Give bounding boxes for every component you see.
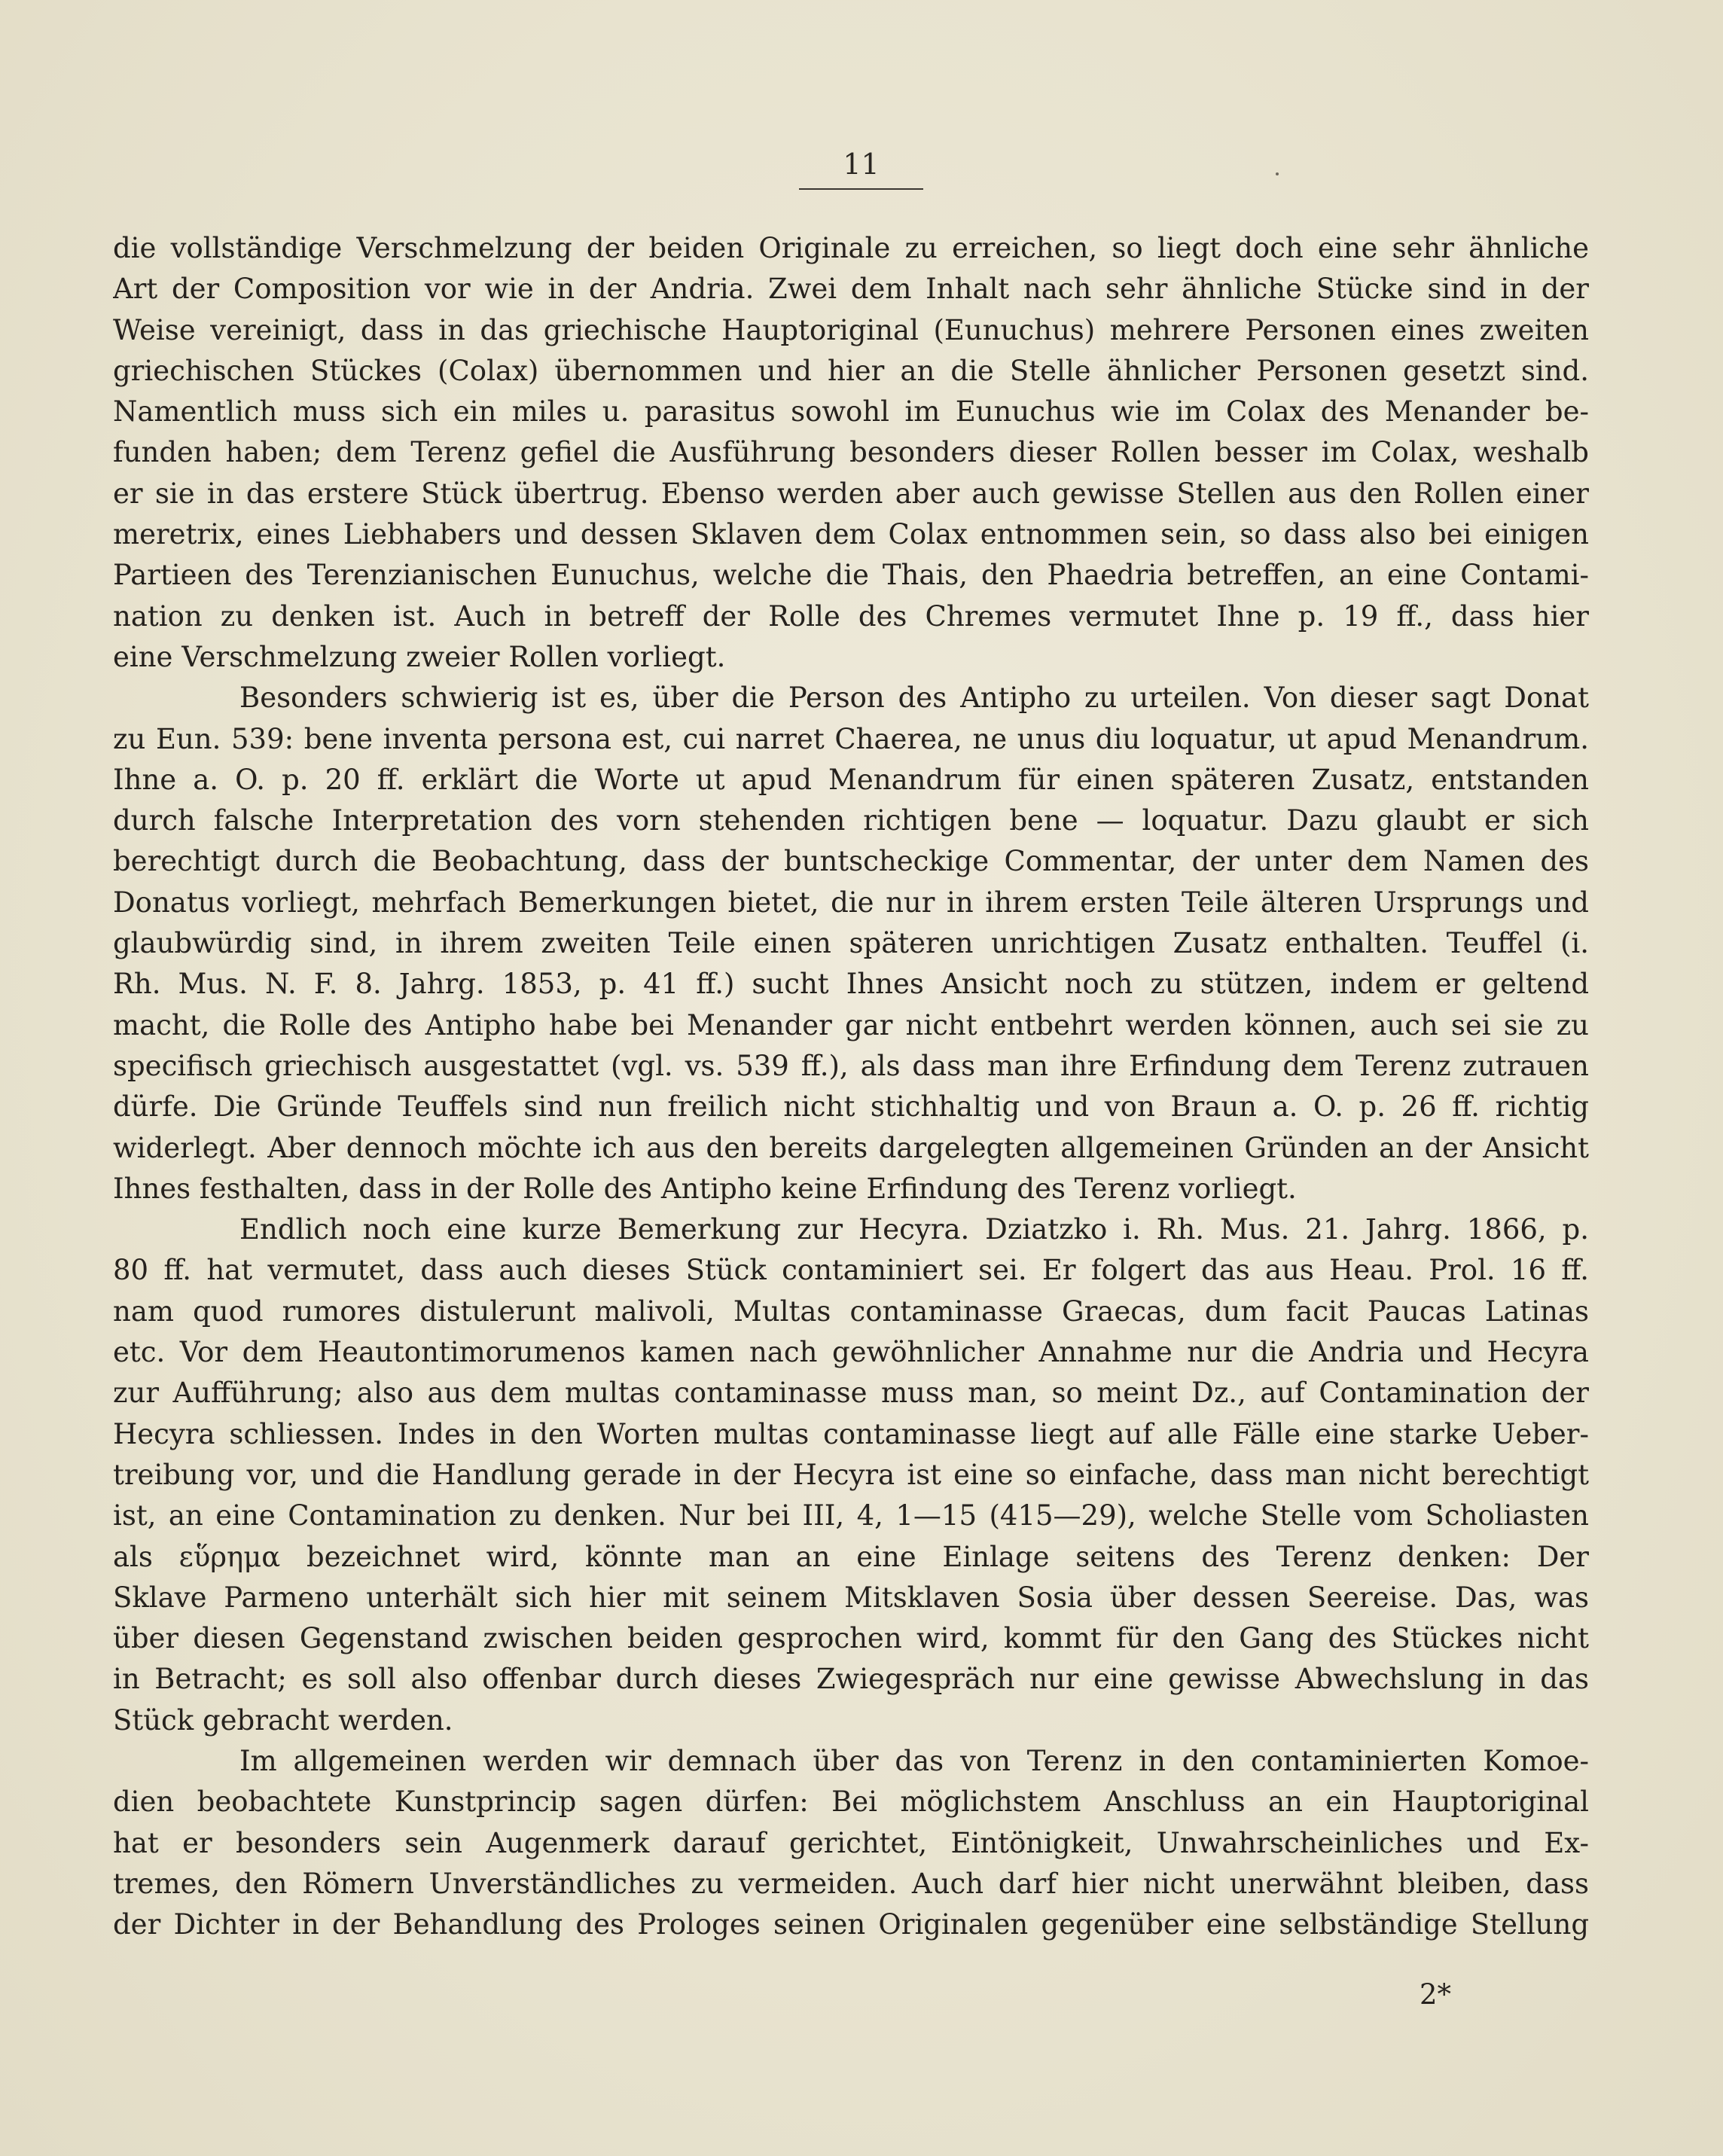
- text-line: Endlich noch eine kurze Bemerkung zur Hecyra. Dziatzko i. Rh. Mus. 21. Jahrg. 1866, p.: [239, 1213, 1589, 1246]
- text-line: 80 ff. hat vermutet, dass auch dieses Stück contaminiert sei. Er folgert das aus Heau. Prol. 16 ff.: [113, 1254, 1589, 1287]
- text-line: berechtigt durch die Beobachtung, dass der buntscheckige Commentar, der unter dem Namen des: [113, 845, 1589, 878]
- text-line: specifisch griechisch ausgestattet (vgl. vs. 539 ff.), als dass man ihre Erfindung dem Terenz zutrauen: [113, 1049, 1589, 1082]
- text-line: meretrix, eines Liebhabers und dessen Sklaven dem Colax entnommen sein, so dass also bei einigen: [113, 518, 1589, 551]
- text-line: treibung vor, und die Handlung gerade in der Hecyra ist eine so einfache, dass man nicht berechtigt: [113, 1458, 1589, 1491]
- text-line: eine Verschmelzung zweier Rollen vorliegt.: [113, 640, 726, 673]
- text-line: dien beobachtete Kunstprincip sagen dürfen: Bei möglichstem Anschluss an ein Hauptoriginal: [113, 1785, 1589, 1819]
- text-line: nam quod rumores distulerunt malivoli, Multas contaminasse Graecas, dum facit Paucas Latinas: [113, 1295, 1589, 1328]
- text-line: ist, an eine Contamination zu denken. Nur bei III, 4, 1—15 (415—29), welche Stelle vom Scholiasten: [113, 1499, 1589, 1532]
- text-line: Sklave Parmeno unterhält sich hier mit seinem Mitsklaven Sosia über dessen Seereise. Das, was: [113, 1581, 1589, 1614]
- text-line: funden haben; dem Terenz gefiel die Ausführung besonders dieser Rollen besser im Colax, weshalb: [113, 436, 1589, 469]
- text-line: zu Eun. 539: bene inventa persona est, cui narret Chaerea, ne unus diu loquatur, ut apud Menandrum.: [113, 722, 1589, 755]
- text-line: widerlegt. Aber dennoch möchte ich aus den bereits dargelegten allgemeinen Gründen an der Ansicht: [113, 1131, 1589, 1164]
- text-line: griechischen Stückes (Colax) übernommen und hier an die Stelle ähnlicher Personen gesetzt sind.: [113, 354, 1589, 387]
- text-line: Weise vereinigt, dass in das griechische Hauptoriginal (Eunuchus) mehrere Personen eines zweiten: [113, 313, 1589, 346]
- text-line: Im allgemeinen werden wir demnach über das von Terenz in den contaminierten Komoe-: [239, 1744, 1589, 1777]
- text-line: macht, die Rolle des Antipho habe bei Menander gar nicht entbehrt werden können, auch sei sie zu: [113, 1008, 1589, 1041]
- text-line: etc. Vor dem Heautontimorumenos kamen nach gewöhnlicher Annahme nur die Andria und Hecyra: [113, 1336, 1589, 1369]
- text-line: Partieen des Terenzianischen Eunuchus, welche die Thais, den Phaedria betreffen, an eine Contami-: [113, 559, 1589, 592]
- text-line: als εὕρημα bezeichnet wird, könnte man an eine Einlage seitens des Terenz denken: Der: [113, 1540, 1589, 1573]
- text-line: der Dichter in der Behandlung des Prologes seinen Originalen gegenüber eine selbständige Stellung: [113, 1908, 1589, 1941]
- text-line: nation zu denken ist. Auch in betreff der Rolle des Chremes vermutet Ihne p. 19 ff., dass hier: [113, 599, 1589, 633]
- page-number: 11: [799, 148, 923, 190]
- text-line: Ihnes festhalten, dass in der Rolle des Antipho keine Erfindung des Terenz vorliegt.: [113, 1172, 1297, 1205]
- text-line: Besonders schwierig ist es, über die Person des Antipho zu urteilen. Von dieser sagt Donat: [239, 682, 1589, 715]
- text-line: Ihne a. O. p. 20 ff. erklärt die Worte ut apud Menandrum für einen späteren Zusatz, entstanden: [113, 763, 1589, 796]
- text-line: Namentlich muss sich ein miles u. parasitus sowohl im Eunuchus wie im Colax des Menander be-: [113, 395, 1589, 428]
- signature-mark: 2*: [1420, 1978, 1452, 2011]
- text-line: Art der Composition vor wie in der Andria. Zwei dem Inhalt nach sehr ähnliche Stücke sind in der: [113, 273, 1589, 306]
- text-line: durch falsche Interpretation des vorn stehenden richtigen bene — loquatur. Dazu glaubt er sich: [113, 804, 1589, 837]
- text-line: Rh. Mus. N. F. 8. Jahrg. 1853, p. 41 ff.) sucht Ihnes Ansicht noch zu stützen, indem er geltend: [113, 968, 1589, 1001]
- text-line: dürfe. Die Gründe Teuffels sind nun freilich nicht stichhaltig und von Braun a. O. p. 26 ff. richtig: [113, 1090, 1589, 1124]
- paper-speck: [1276, 172, 1279, 175]
- text-line: Donatus vorliegt, mehrfach Bemerkungen bietet, die nur in ihrem ersten Teile älteren Ursprungs und: [113, 886, 1589, 919]
- text-line: in Betracht; es soll also offenbar durch dieses Zwiegespräch nur eine gewisse Abwechslung in das: [113, 1663, 1589, 1696]
- text-line: tremes, den Römern Unverständliches zu vermeiden. Auch darf hier nicht unerwähnt bleiben, dass: [113, 1867, 1589, 1900]
- text-line: er sie in das erstere Stück übertrug. Ebenso werden aber auch gewisse Stellen aus den Rollen einer: [113, 477, 1589, 510]
- text-line: hat er besonders sein Augenmerk darauf gerichtet, Eintönigkeit, Unwahrscheinliches und Ex-: [113, 1826, 1589, 1859]
- text-line: glaubwürdig sind, in ihrem zweiten Teile einen späteren unrichtigen Zusatz enthalten. Teuffel (i.: [113, 927, 1589, 960]
- body-text: [113, 228, 1589, 1945]
- text-line: über diesen Gegenstand zwischen beiden gesprochen wird, kommt für den Gang des Stückes nicht: [113, 1622, 1589, 1655]
- text-line: die vollständige Verschmelzung der beiden Originale zu erreichen, so liegt doch eine sehr ähnliche: [113, 232, 1589, 264]
- text-line: Stück gebracht werden.: [113, 1703, 453, 1737]
- text-line: zur Aufführung; also aus dem multas contaminasse muss man, so meint Dz., auf Contamination der: [113, 1377, 1589, 1410]
- text-line: Hecyra schliessen. Indes in den Worten multas contaminasse liegt auf alle Fälle eine starke Ueber-: [113, 1417, 1589, 1450]
